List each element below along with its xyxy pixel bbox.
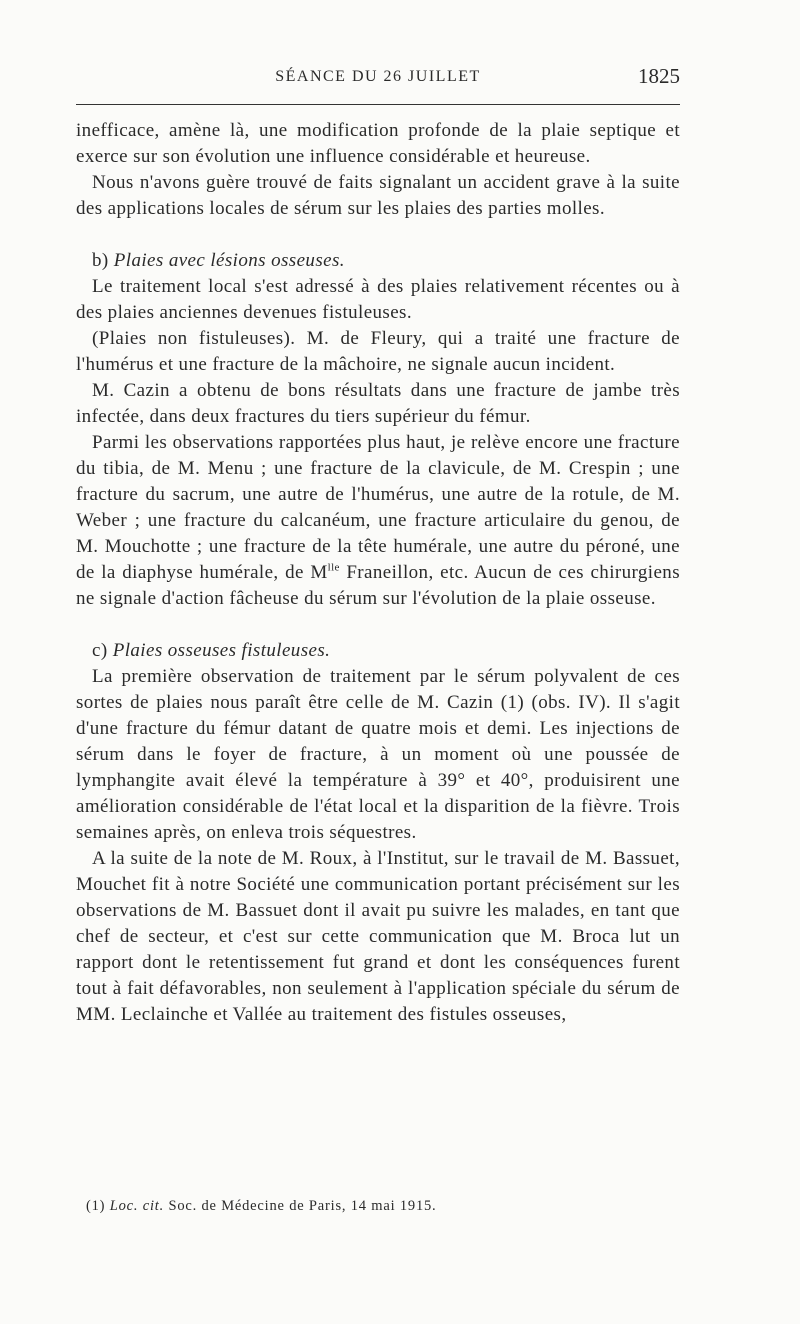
footnote-ref: Soc. de Médecine de Paris, 14 mai 1915. — [164, 1198, 437, 1214]
section-gap — [76, 612, 680, 638]
paragraph-text: Parmi les observations rapportées plus haut, je relève encore une fracture du tibia, de M. Menu ; une fracture de la clavicule, de M. Crespin ; une fracture du sacrum, une autre de l'humérus, une autre de la rotule, de M. Weber ; une fracture du calcanéum, une fracture articulaire du genou, de M. Mouchotte ; une fracture de la tête humérale, une autre du péroné, une de la diaphyse humérale, de M — [76, 432, 680, 583]
paragraph-text: Franeillon, etc. Aucun de ces chirurgiens ne signale d'action fâcheuse du sérum sur l'évolution de la plaie osseuse. — [76, 562, 680, 609]
paragraph: A la suite de la note de M. Roux, à l'Institut, sur le travail de M. Bassuet, Mouchet fit à notre Société une communication portant précisément sur les observations de M. Bassuet dont il avait pu suivre les malades, en tant que chef de secteur, et c'est sur cette communication que M. Broca lut un rapport dont le retentissement fut grand et dont les conséquences furent tout à fait défavorables, non seulement à l'application spéciale du sérum de MM. Leclainche et Vallée au traitement des fistules osseuses, — [76, 848, 680, 1025]
section-title: Plaies osseuses fistuleuses. — [112, 640, 331, 661]
footnote — [86, 1198, 680, 1215]
section-label: c) — [92, 640, 113, 661]
section-label: b) — [92, 250, 114, 271]
paragraph: (Plaies non fistuleuses). M. de Fleury, qui a traité une fracture de l'humérus et une fracture de la mâchoire, ne signale aucun incident. — [76, 328, 680, 375]
page-number: 1825 — [638, 64, 680, 88]
section-title: Plaies avec lésions osseuses. — [113, 250, 345, 271]
paragraph: Le traitement local s'est adressé à des plaies relativement récentes ou à des plaies anciennes devenues fistuleuses. — [76, 276, 680, 323]
paragraph — [76, 430, 680, 612]
header-rule — [76, 104, 680, 105]
paragraph: M. Cazin a obtenu de bons résultats dans une fracture de jambe très infectée, dans deux fractures du tiers supérieur du fémur. — [76, 380, 680, 427]
footnote-marker: (1) — [86, 1198, 110, 1214]
section-heading-b — [76, 248, 680, 274]
footnote-ref-italic: Loc. cit. — [109, 1198, 165, 1214]
paragraph-continuation: inefficace, amène là, une modification profonde de la plaie septique et exerce sur son évolution une influence considérable et heureuse. — [76, 120, 680, 167]
paragraph: Nous n'avons guère trouvé de faits signalant un accident grave à la suite des applications locales de sérum sur les plaies des parties molles. — [76, 172, 680, 219]
paragraph: La première observation de traitement par le sérum polyvalent de ces sortes de plaies nous paraît être celle de M. Cazin (1) (obs. IV). Il s'agit d'une fracture du fémur datant de quatre mois et demi. Les injections de sérum dans le foyer de fracture, à un moment où une poussée de lymphangite avait élevé la température à 39° et 40°, produisirent une amélioration considérable de l'état local et la disparition de la fièvre. Trois semaines après, on enleva trois séquestres. — [76, 666, 680, 843]
body-text — [76, 118, 680, 1028]
running-title: SÉANCE DU 26 JUILLET — [275, 68, 481, 85]
running-head — [76, 64, 680, 90]
section-heading-c — [76, 638, 680, 664]
superscript: lle — [327, 561, 340, 574]
section-gap — [76, 222, 680, 248]
